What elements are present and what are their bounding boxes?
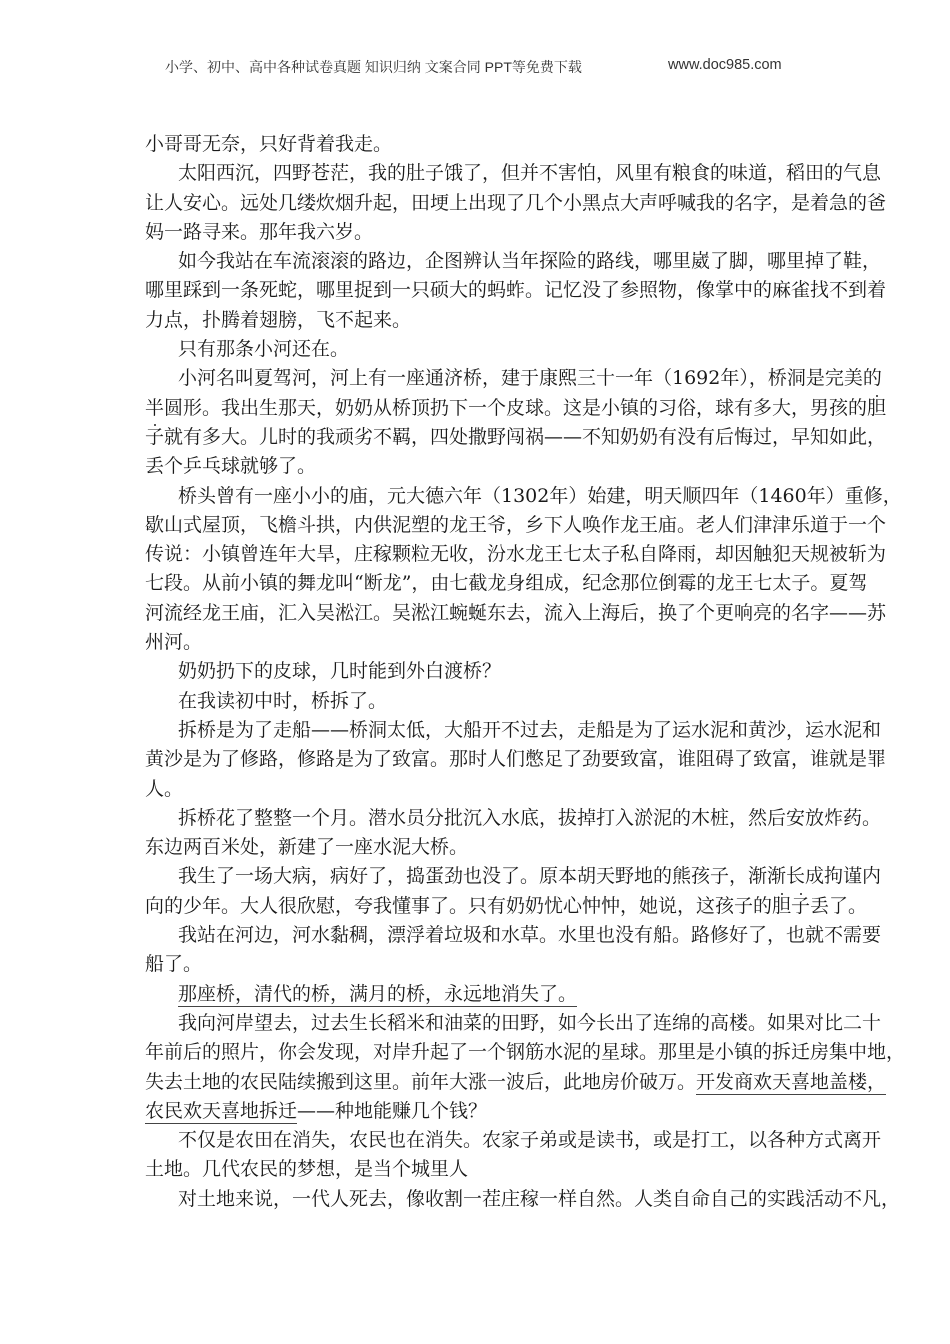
text-segment: 在我读初中时，桥拆了。	[178, 689, 388, 712]
text-segment: 我向河岸望去，过去生长稻米和油菜的田野，如今长出了连绵的高楼。如果对比二十	[178, 1011, 882, 1034]
text-segment: 就有多大。儿时的我顽劣不羁，四处撒野闯祸——不知奶奶有没有后悔过，早知如此，	[164, 425, 887, 448]
text-segment: 黄沙是为了修路，修路是为了致富。那时人们憋足了劲要致富，谁阻碍了致富，谁就是罪	[145, 748, 887, 771]
article-body	[145, 130, 906, 1214]
text-segment: 力点，扑腾着翅膀，飞不起来。	[145, 308, 412, 331]
text-line	[145, 276, 887, 305]
text-line	[145, 511, 887, 540]
text-line	[145, 716, 882, 745]
text-segment: 向的少年。大人很欣慰，夸我懂事了。只有奶奶忧心忡忡，她说，这孩子的	[145, 894, 773, 917]
text-line	[145, 862, 882, 891]
text-segment: 失去土地的农民陆续搬到这里。前年大涨一波后，此地房价破万。	[145, 1070, 697, 1093]
text-segment: 拆桥花了整整一个月。潜水员分批沉入水底，拔掉打入淤泥的木桩，然后安放炸药。	[178, 806, 882, 829]
text-line	[145, 687, 811, 716]
text-line	[145, 130, 811, 159]
text-segment: 小哥哥无奈，只好背着我走。	[145, 133, 393, 155]
text-line	[145, 335, 811, 364]
text-line	[145, 1185, 901, 1214]
text-segment: 让人安心。远处几缕炊烟升起，田埂上出现了几个小黑点大声呼喊我的名字，是着急的爸	[145, 191, 887, 214]
text-line	[145, 569, 868, 598]
emphasized-text: 子	[791, 894, 811, 917]
text-segment: 对土地来说，一代人死去，像收割一茬庄稼一样自然。人类自命自己的实践活动不凡，	[178, 1187, 901, 1210]
text-line	[145, 189, 887, 218]
text-line	[145, 921, 882, 950]
text-line	[145, 1038, 906, 1067]
text-segment: 人。	[145, 777, 184, 800]
text-line	[145, 306, 811, 335]
page-header	[165, 57, 790, 79]
text-segment: 如今我站在车流滚滚的路边，企图辨认当年探险的路线，哪里崴了脚，哪里掉了鞋，	[178, 250, 882, 273]
text-line	[145, 833, 811, 862]
text-line	[145, 804, 882, 833]
text-segment: 河流经龙王庙，汇入吴淞江。吴淞江蜿蜒东去，流入上海后，换了个更响亮的名字——苏	[145, 601, 887, 624]
text-line	[145, 247, 882, 276]
text-line	[145, 364, 882, 393]
text-line	[145, 1155, 811, 1184]
text-segment: 奶奶扔下的皮球，几时能到外白渡桥？	[178, 660, 502, 683]
text-line	[145, 980, 811, 1009]
header-text: 小学、初中、高中各种试卷真题 知识归纳 文案合同 PPT等免费下载	[165, 59, 582, 75]
text-line	[145, 423, 887, 452]
text-line	[145, 1009, 882, 1038]
text-line	[145, 1126, 882, 1155]
text-line	[145, 892, 868, 921]
text-line	[145, 1097, 811, 1126]
text-segment: 桥头曾有一座小小的庙，元大德六年（1302年）始建，明天顺四年（1460年）重修，	[178, 484, 902, 507]
text-segment: 歇山式屋顶，飞檐斗拱，内供泥塑的龙王爷，乡下人唤作龙王庙。老人们津津乐道于一个	[145, 513, 887, 536]
text-segment: 太阳西沉，四野苍茫，我的肚子饿了，但并不害怕，风里有粮食的味道，稻田的气息	[178, 162, 882, 185]
text-segment: 东边两百米处，新建了一座水泥大桥。	[145, 836, 469, 859]
text-segment: 哪里踩到一条死蛇，哪里捉到一只硕大的蚂蚱。记忆没了参照物，像掌中的麻雀找不到着	[145, 279, 887, 302]
text-segment: 丢了。	[810, 894, 868, 917]
text-segment: 船了。	[145, 953, 203, 976]
header-url: www.doc985.com	[668, 57, 782, 73]
text-segment: 小河名叫夏驾河，河上有一座通济桥，建于康熙三十一年（1692年），桥洞是完美的	[178, 367, 882, 390]
text-segment: ——种地能赚几个钱？	[297, 1099, 488, 1122]
text-line	[145, 745, 887, 774]
text-line	[145, 218, 811, 247]
text-line	[145, 159, 882, 188]
text-segment: 半圆形。我出生那天，奶奶从桥顶扔下一个皮球。这是小镇的习俗，球有多大，男孩的	[145, 396, 868, 419]
text-line	[145, 950, 811, 979]
text-line	[145, 482, 902, 511]
text-segment: 传说：小镇曾连年大旱，庄稼颗粒无收，汾水龙王七太子私自降雨，却因触犯天规被斩为	[145, 543, 887, 566]
text-line	[145, 452, 811, 481]
underlined-text: 农民欢天喜地拆迁	[145, 1099, 298, 1122]
text-line	[145, 599, 887, 628]
emphasized-text: 胆	[867, 396, 887, 419]
text-segment: 只有那条小河还在。	[178, 338, 350, 361]
emphasized-text: 子	[145, 425, 165, 448]
text-line	[145, 775, 811, 804]
emphasized-text: 胆	[772, 894, 792, 917]
underlined-text: 那座桥，清代的桥，满月的桥，永远地消失了。	[178, 982, 578, 1005]
text-segment: 拆桥是为了走船——桥洞太低，大船开不过去，走船是为了运水泥和黄沙，运水泥和	[178, 718, 882, 741]
text-segment: 七段。从前小镇的舞龙叫“断龙”，由七截龙身组成，纪念那位倒霉的龙王七太子。夏驾	[145, 572, 868, 595]
text-line	[145, 628, 811, 657]
text-line	[145, 1068, 887, 1097]
text-segment: 州河。	[145, 631, 203, 654]
text-segment: 丢个乒乓球就够了。	[145, 455, 317, 478]
text-line	[145, 394, 887, 423]
underlined-text: 开发商欢天喜地盖楼，	[696, 1070, 887, 1093]
text-line	[145, 540, 887, 569]
text-segment: 不仅是农田在消失，农民也在消失。农家子弟或是读书，或是打工，以各种方式离开	[178, 1129, 882, 1152]
text-segment: 我生了一场大病，病好了，捣蛋劲也没了。原本胡天野地的熊孩子，渐渐长成拘谨内	[178, 865, 882, 888]
text-segment: 土地。几代农民的梦想，是当个城里人	[145, 1158, 469, 1181]
text-segment: 我站在河边，河水黏稠，漂浮着垃圾和水草。水里也没有船。路修好了，也就不需要	[178, 924, 882, 947]
text-segment: 年前后的照片，你会发现，对岸升起了一个钢筋水泥的星球。那里是小镇的拆迁房集中地，	[145, 1041, 906, 1064]
text-line	[145, 657, 811, 686]
text-segment: 妈一路寻来。那年我六岁。	[145, 220, 374, 243]
